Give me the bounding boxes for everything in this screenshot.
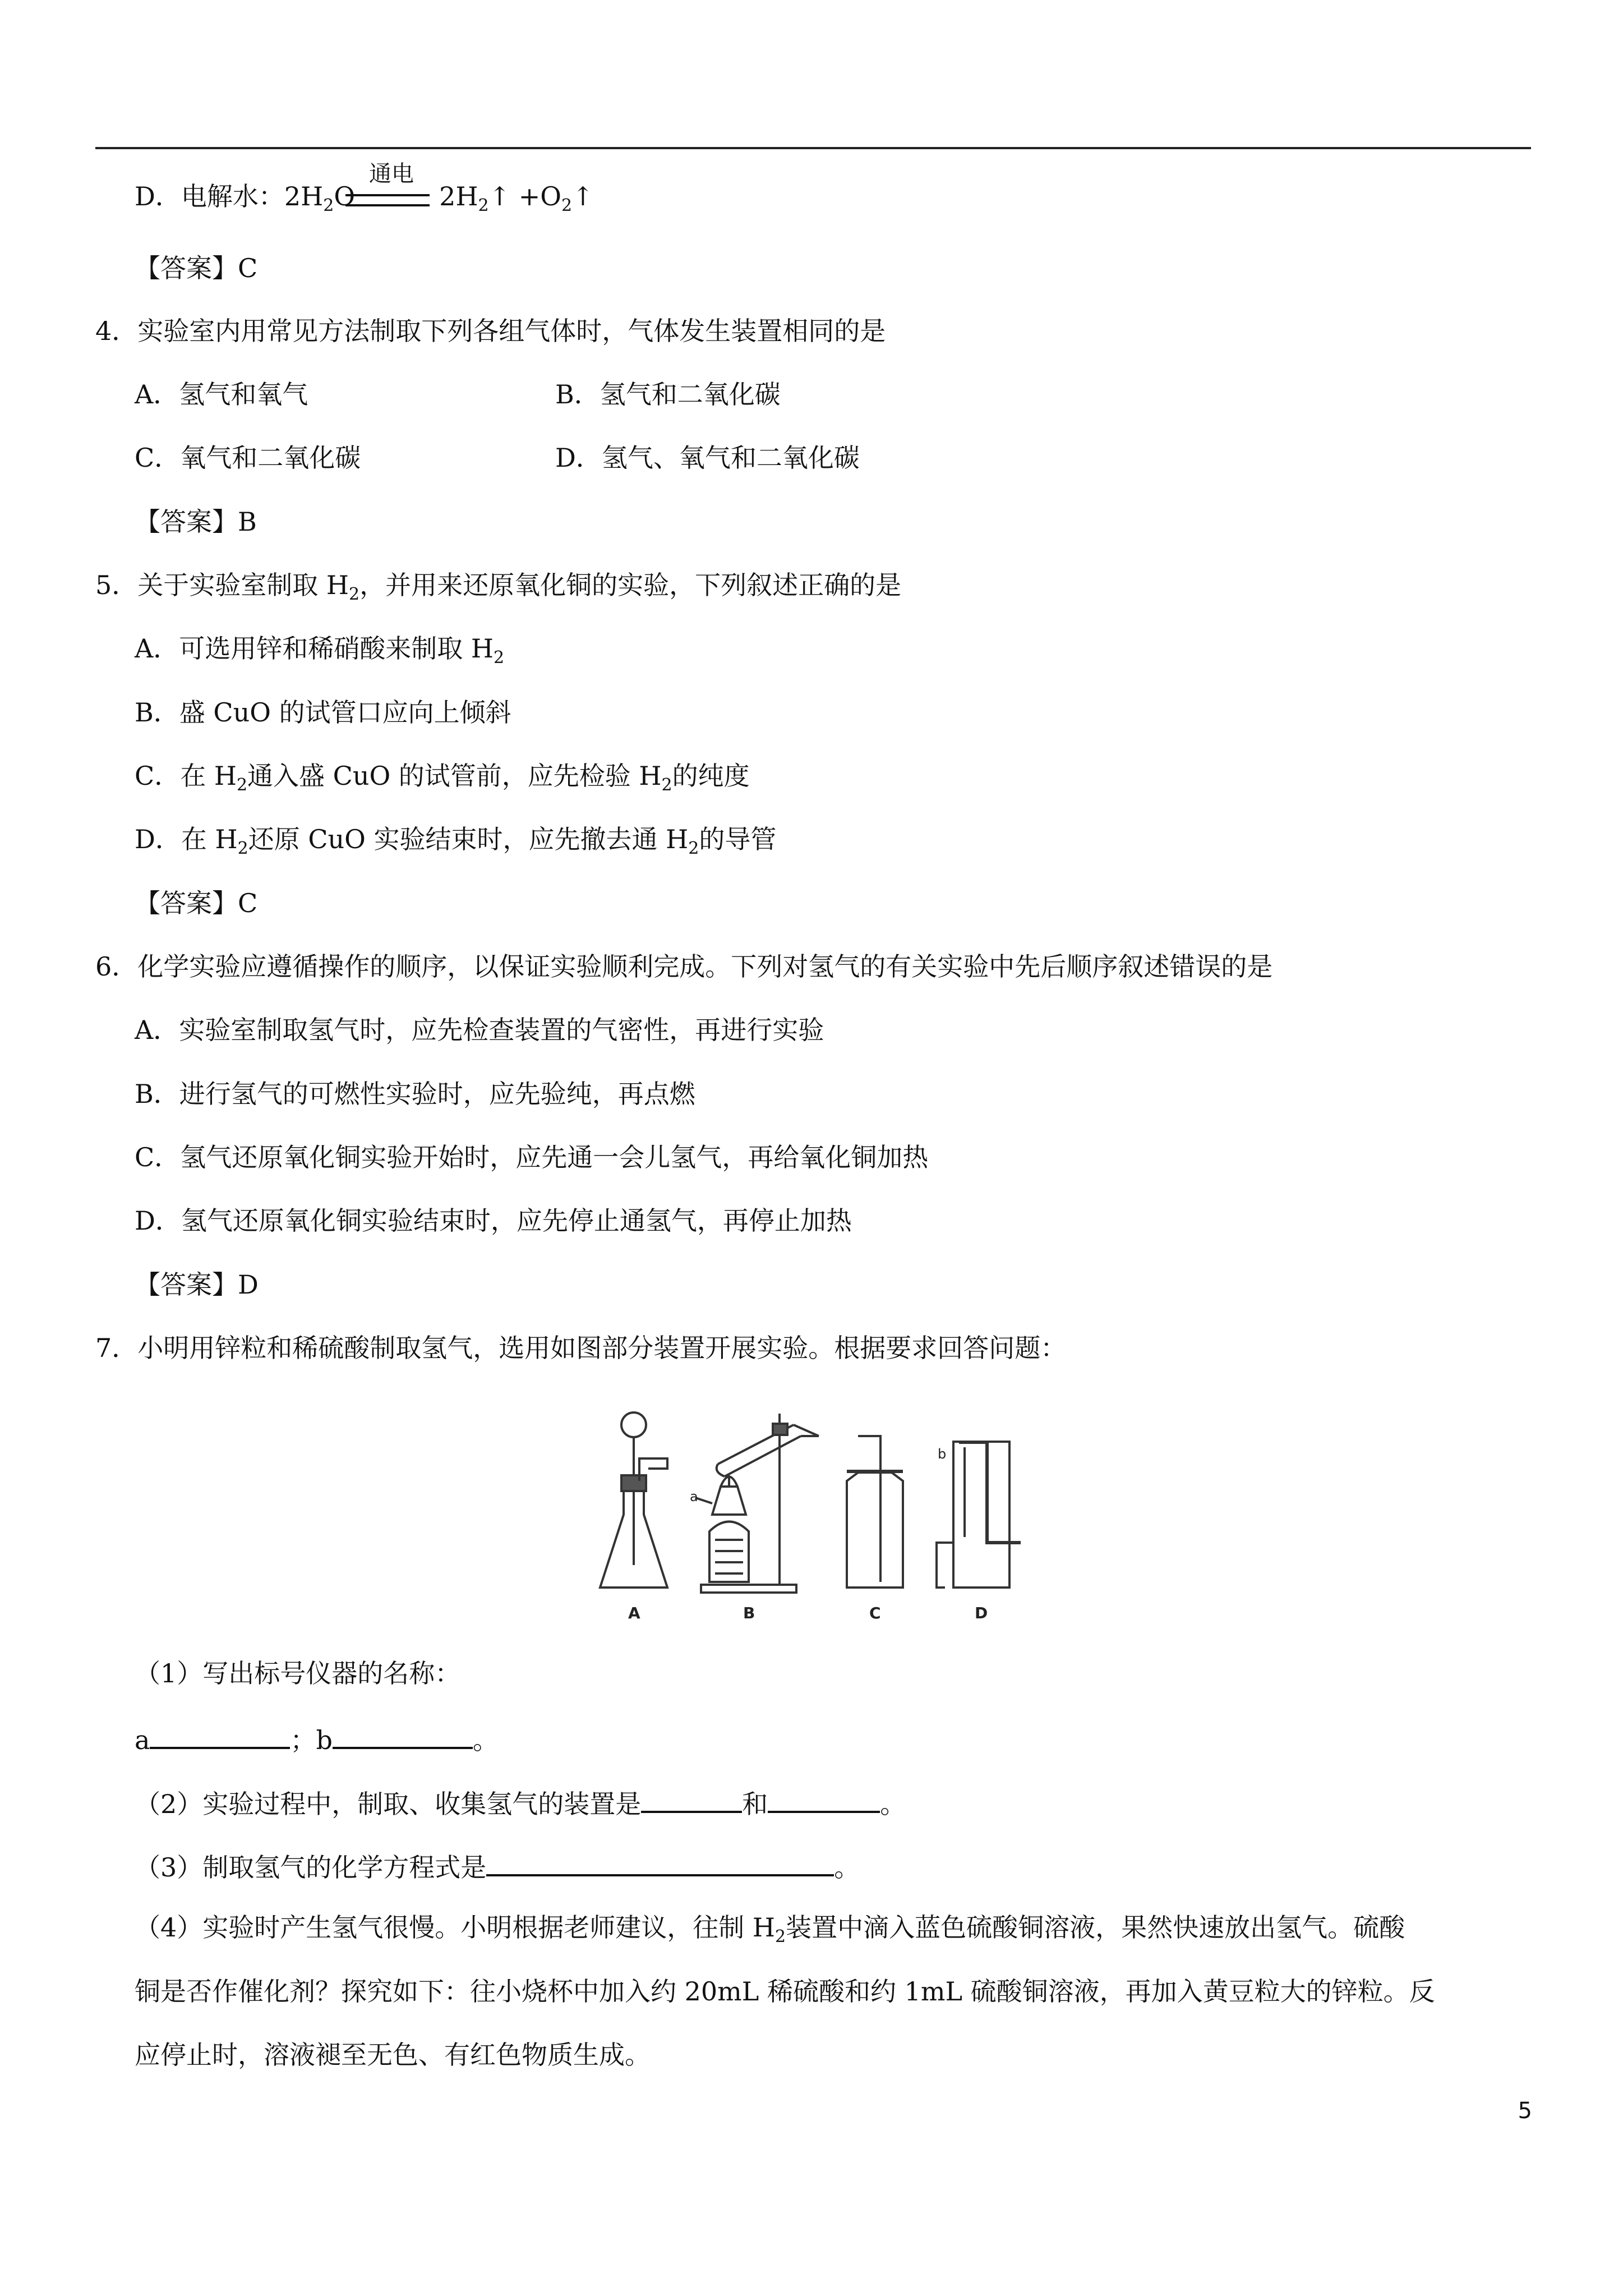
q6-stem: 6．化学实验应遵循操作的顺序，以保证实验顺利完成。下列对氢气的有关实验中先后顺序叙述错误的是 xyxy=(95,951,1273,982)
label-b: B xyxy=(743,1604,755,1622)
q3-equation-condition: 通电 xyxy=(369,161,414,187)
q6-option-a: A．实验室制取氢气时，应先检查装置的气密性，再进行实验 xyxy=(135,1015,824,1045)
blank-a[interactable] xyxy=(150,1720,290,1749)
q6-option-c: C．氢气还原氧化铜实验开始时，应先通一会儿氢气，再给氧化铜加热 xyxy=(135,1142,929,1172)
q5-option-d: D．在 $H_2$还原 CuO 实验结束时，应先撤去通 $H_2$的导管 xyxy=(135,824,777,858)
q6-answer: 【答案】D xyxy=(135,1269,259,1300)
q4-option-b: B．氢气和二氧化碳 xyxy=(555,379,781,409)
blank-collector[interactable] xyxy=(768,1784,880,1813)
page-number: 5 xyxy=(1518,2098,1532,2124)
mark-a: a xyxy=(690,1489,698,1504)
blank-b[interactable] xyxy=(333,1720,473,1749)
q5-option-c: C．在 $H_2$通入盛 CuO 的试管前，应先检验 $H_2$的纯度 xyxy=(135,761,750,795)
mark-b: b xyxy=(938,1446,947,1462)
q7-part4-line1: （4）实验时产生氢气很慢。小明根据老师建议，往制 $H_2$装置中滴入蓝色硫酸铜溶液，果然快速放出氢气。硫酸 xyxy=(135,1912,1405,1947)
blank-equation[interactable] xyxy=(486,1847,834,1876)
q4-option-d: D．氢气、氧气和二氧化碳 xyxy=(555,443,860,473)
q6-option-d: D．氢气还原氧化铜实验结束时，应先停止通氢气，再停止加热 xyxy=(135,1205,852,1236)
q4-stem: 4．实验室内用常见方法制取下列各组气体时，气体发生装置相同的是 xyxy=(95,316,886,346)
q3-answer: 【答案】C xyxy=(135,253,258,283)
label-c: C xyxy=(869,1604,881,1622)
label-a: A xyxy=(628,1604,640,1622)
q5-option-b: B．盛 CuO 的试管口应向上倾斜 xyxy=(135,697,511,728)
q4-answer: 【答案】B xyxy=(135,507,257,537)
q7-apparatus-figure xyxy=(594,1402,1054,1627)
q7-part1: （1）写出标号仪器的名称： xyxy=(135,1658,461,1688)
apparatus-a xyxy=(600,1412,667,1588)
q6-option-b: B．进行氢气的可燃性实验时，应先验纯，再点燃 xyxy=(135,1079,695,1109)
q7-part3: （3）制取氢气的化学方程式是 。 xyxy=(135,1847,860,1884)
q5-stem: 5．关于实验室制取 $H_2$，并用来还原氧化铜的实验，下列叙述正确的是 xyxy=(95,570,902,604)
q4-option-c: C．氧气和二氧化碳 xyxy=(135,443,361,473)
q7-part1-blanks: a ；b 。 xyxy=(135,1720,499,1757)
apparatus-c xyxy=(847,1436,903,1588)
apparatus-b xyxy=(695,1414,819,1593)
q7-part4-line2: 铜是否作催化剂？探究如下：往小烧杯中加入约 20mL 稀硫酸和约 1mL 硫酸铜溶液，再加入黄豆粒大的锌粒。反 xyxy=(135,1976,1435,2007)
header-rule xyxy=(95,147,1531,149)
q7-part4-line3: 应停止时，溶液褪至无色、有红色物质生成。 xyxy=(135,2040,651,2070)
label-d: D xyxy=(975,1604,988,1622)
q7-part2: （2）实验过程中，制取、收集氢气的装置是 和 。 xyxy=(135,1784,906,1821)
q5-option-a: A．可选用锌和稀硝酸来制取 $H_2$ xyxy=(135,633,505,668)
q4-option-a: A．氢气和氧气 xyxy=(135,379,308,409)
q3-option-d: D．电解水：$2H_2O$ $2H_2↑$ $+O_2↑$ xyxy=(135,181,594,215)
q7-stem: 7．小明用锌粒和稀硫酸制取氢气，选用如图部分装置开展实验。根据要求回答问题： xyxy=(95,1333,1067,1363)
blank-generator[interactable] xyxy=(641,1784,742,1813)
q5-answer: 【答案】C xyxy=(135,888,258,918)
q3-equation-equals-sign xyxy=(345,194,430,206)
apparatus-d xyxy=(937,1442,1021,1588)
